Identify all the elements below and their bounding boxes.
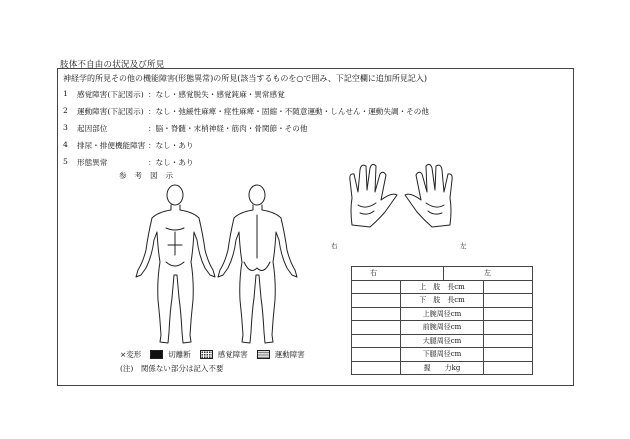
right-value-cell[interactable] <box>352 307 401 321</box>
page-title: 肢体不自由の状況及び所見 <box>60 60 165 70</box>
body-front-figure <box>136 185 215 343</box>
row-label: 下 肢 長cm <box>401 294 484 308</box>
table-row <box>352 361 533 375</box>
left-value-cell[interactable] <box>484 361 533 375</box>
motor-swatch <box>257 350 270 359</box>
left-value-cell[interactable] <box>484 348 533 362</box>
diagram-legend <box>120 349 305 360</box>
right-value-cell[interactable] <box>352 321 401 335</box>
item-label: 運動障害(下記図示) <box>77 107 144 116</box>
row-label: 前腕周径cm <box>401 321 484 335</box>
reference-figure-title: 参考図示 <box>119 171 181 180</box>
hand-label-left: 左 <box>460 242 467 250</box>
item-options: ：なし・弛緩性麻痺・痙性麻痺・固縮・不随意運動・しんせん・運動失調・その他 <box>148 107 429 116</box>
header-right: 右 <box>352 267 444 281</box>
row-label: 大腿周径cm <box>401 334 484 348</box>
table-row <box>352 321 533 335</box>
right-value-cell[interactable] <box>352 348 401 362</box>
right-value-cell[interactable] <box>352 334 401 348</box>
body-back-figure <box>218 185 297 343</box>
left-value-cell[interactable] <box>484 334 533 348</box>
right-value-cell[interactable] <box>352 294 401 308</box>
hand-label-right: 右 <box>331 242 338 250</box>
note-text: (注) 関係ない部分は記入不要 <box>120 364 224 373</box>
item-options: ：なし・あり <box>148 158 194 167</box>
header-left: 左 <box>444 267 533 281</box>
legend-sensory: 感覚障害 <box>217 350 248 359</box>
item-options: ：なし・あり <box>148 141 194 150</box>
table-header-row <box>352 267 533 281</box>
hand-diagram-left <box>405 164 452 227</box>
item-label: 起因部位 <box>77 124 108 133</box>
item-number: 4 <box>63 140 68 149</box>
amputation-swatch <box>150 350 163 359</box>
item-number: 1 <box>63 89 68 98</box>
item-label: 感覚障害(下記図示) <box>77 90 144 99</box>
legend-amputation: 切離断 <box>168 350 191 359</box>
table-row <box>352 348 533 362</box>
left-value-cell[interactable] <box>484 321 533 335</box>
right-value-cell[interactable] <box>352 280 401 294</box>
left-value-cell[interactable] <box>484 280 533 294</box>
item-label: 形態異常 <box>77 158 108 167</box>
row-label: 下腿周径cm <box>401 348 484 362</box>
item-number: 3 <box>63 123 68 132</box>
item-label: 排尿・排便機能障害 <box>77 141 146 150</box>
table-row <box>352 294 533 308</box>
table-row <box>352 307 533 321</box>
item-number: 2 <box>63 106 68 115</box>
left-value-cell[interactable] <box>484 307 533 321</box>
item-options: ：脳・脊髄・末梢神経・筋肉・骨関節・その他 <box>148 124 308 133</box>
row-label: 上腕周径cm <box>401 307 484 321</box>
left-value-cell[interactable] <box>484 294 533 308</box>
findings-heading: 神経学的所見その他の機能障害(形態異常)の所見(該当するものを○で囲み、下記空欄に追加所見記入) <box>63 74 427 83</box>
legend-motor: 運動障害 <box>274 350 305 359</box>
item-number: 5 <box>63 157 68 166</box>
row-label: 握 力kg <box>401 361 484 375</box>
table-row <box>352 280 533 294</box>
item-options: ：なし・感覚脱失・感覚鈍麻・異常感覚 <box>148 90 285 99</box>
measurement-table <box>351 266 533 375</box>
legend-deformity: ×変形 <box>120 350 142 359</box>
row-label: 上 肢 長cm <box>401 280 484 294</box>
right-value-cell[interactable] <box>352 361 401 375</box>
table-row <box>352 334 533 348</box>
sensory-swatch <box>200 350 213 359</box>
hand-diagram-right <box>350 164 397 227</box>
